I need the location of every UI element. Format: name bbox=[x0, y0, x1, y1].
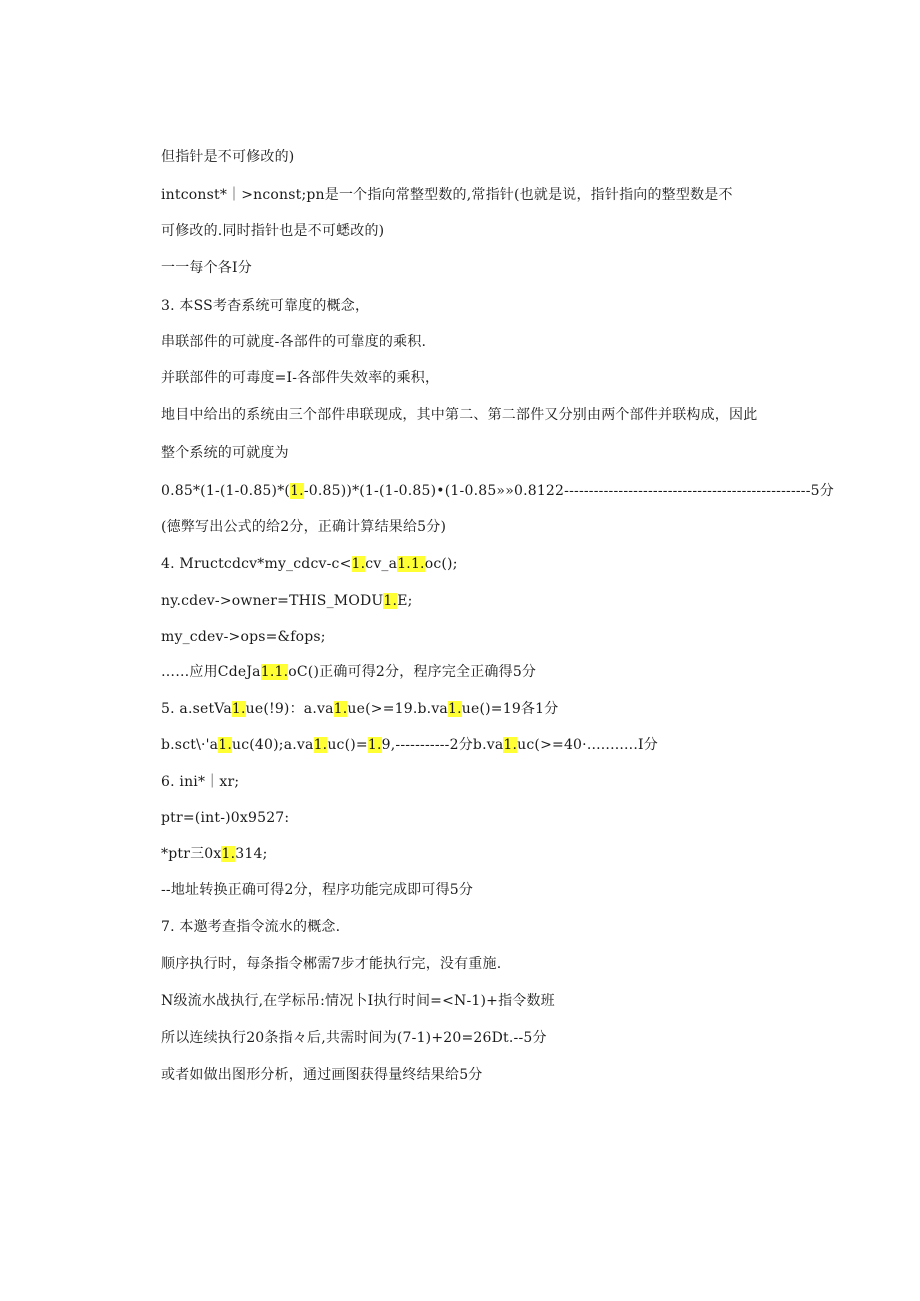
highlight-mark: 1. bbox=[333, 701, 348, 717]
highlight-mark: 1. bbox=[231, 701, 246, 717]
highlight-mark: 1. bbox=[367, 737, 382, 753]
text-line: ……应用CdeJa1.1.oC()正确可得2分，程序完全正确得5分 bbox=[161, 664, 537, 680]
text-line: 所以连续执行20条指々后,共需时间为(7-1)+20=26Dt.--5分 bbox=[161, 1030, 547, 1046]
highlight-mark: 1. bbox=[503, 737, 518, 753]
code-line: 5. a.setVa1.ue(!9)：a.va1.ue(>=19.b.va1.ue()=19各1分 bbox=[161, 701, 559, 717]
code-line: ny.cdev->owner=THIS_MODU1.E; bbox=[161, 593, 413, 609]
highlight-mark: 1. bbox=[313, 737, 328, 753]
highlight-mark: 1. bbox=[218, 737, 232, 753]
text-line: 或者如做出图形分析，通过画图获得量终结果给5分 bbox=[161, 1067, 483, 1083]
code-line: 4. Mructcdcv*my_cdcv-c<1.cv_a1.1.oc(); bbox=[161, 556, 458, 572]
highlight-mark: 1. bbox=[260, 664, 275, 680]
highlight-mark: 1. bbox=[290, 483, 304, 499]
text-line: 地目中给出的系统由三个部件串联现成，其中第二、第二部件又分别由两个部件并联构成，因此 bbox=[161, 407, 758, 423]
formula-line: 0.85*(1-(1-0.85)*(1.-0.85))*(1-(1-0.85)•(1-0.85»»0.8122--------------------------------------------------5分 bbox=[161, 483, 834, 499]
text-line: --地址转换正确可得2分，程序功能完成即可得5分 bbox=[161, 882, 474, 898]
text-line: 顺序执行时，每条指令郴需7步才能执行完，没有重施. bbox=[161, 956, 502, 972]
code-line: ptr=(int-)0x9527: bbox=[161, 810, 290, 826]
text-line: intconst*｜>nconst;pn是一个指向常整型数的,常指针(也就是说，指针指向的整型数是不 bbox=[161, 187, 733, 203]
text-line: 整个系统的可就度为 bbox=[161, 445, 289, 461]
text-line: N级流水战执行,在学标吊:情况卜I执行时间=<N-1)+指令数班 bbox=[161, 993, 555, 1009]
code-line: *ptr三0x1.314; bbox=[161, 846, 268, 862]
code-line: 6. ini*｜xr; bbox=[161, 774, 240, 790]
highlight-mark: 1. bbox=[410, 556, 425, 572]
text-line: 一一每个各I分 bbox=[161, 260, 252, 276]
text-line: (德弊写出公式的给2分，正确计算结果给5分) bbox=[161, 519, 447, 535]
code-line: my_cdev->ops=&fops; bbox=[161, 629, 326, 645]
highlight-mark: 1. bbox=[397, 556, 411, 572]
code-line: b.sct\·'a1.uc(40);a.va1.uc()=1.9,-----------2分b.va1.uc(>=40·...........I分 bbox=[161, 737, 658, 753]
highlight-mark: 1. bbox=[274, 664, 289, 680]
text-line: 但指针是不可修改的) bbox=[161, 149, 295, 165]
highlight-mark: 1. bbox=[351, 556, 366, 572]
highlight-mark: 1. bbox=[447, 701, 462, 717]
highlight-mark: 1. bbox=[383, 593, 398, 609]
text-line: 可修改的.同时指针也是不可蟋改的) bbox=[161, 223, 385, 239]
highlight-mark: 1. bbox=[221, 846, 236, 862]
text-line: 3. 本SS考杳系统可靠度的概念， bbox=[161, 298, 370, 314]
text-line: 7. 本邀考查指令流水的概念. bbox=[161, 919, 341, 935]
text-line: 并联部件的可毒度=I-各部件失效率的乘积， bbox=[161, 370, 440, 386]
text-line: 串联部件的可就度-各部件的可靠度的乘积. bbox=[161, 334, 427, 350]
